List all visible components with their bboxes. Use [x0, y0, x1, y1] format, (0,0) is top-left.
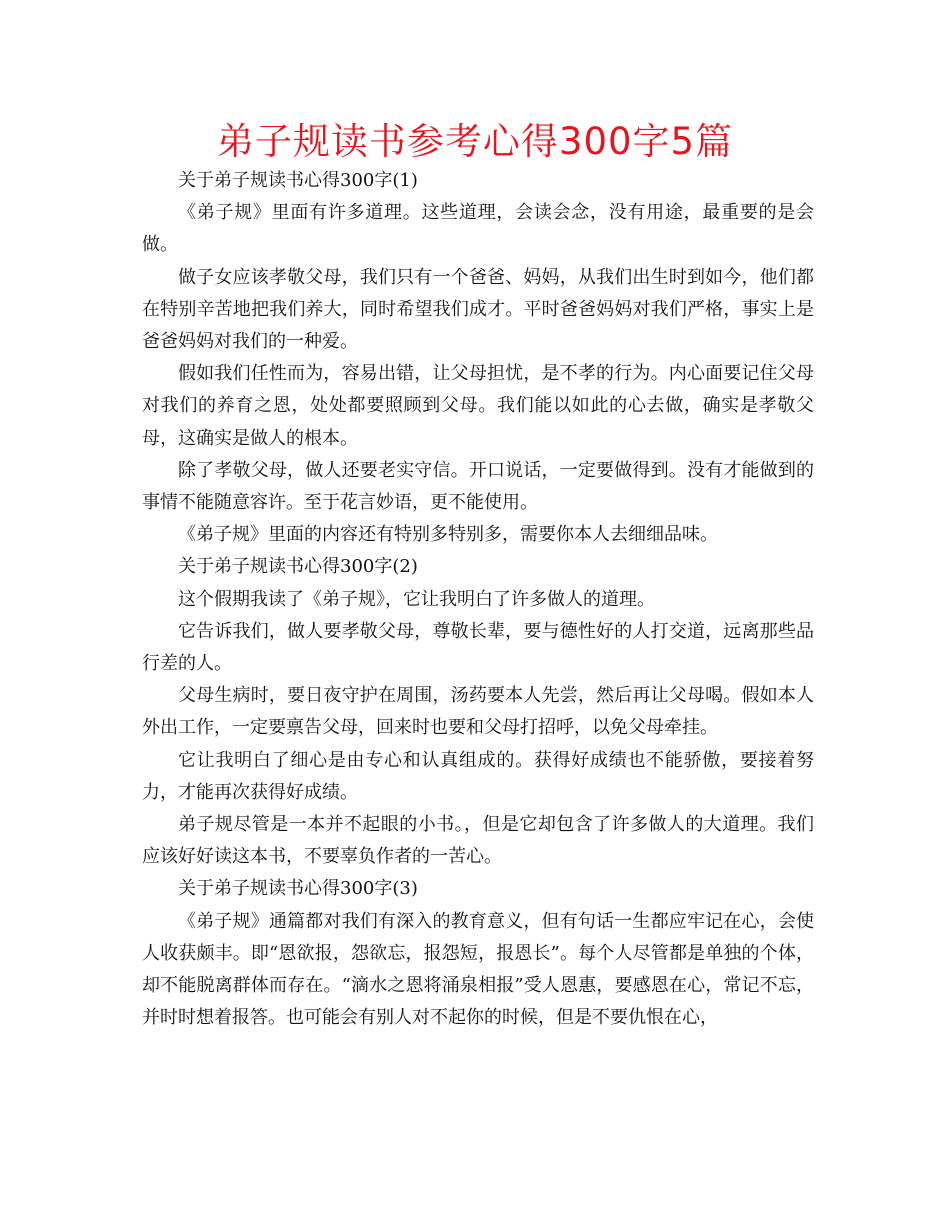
section-heading-1: 关于弟子规读书心得300字(1): [178, 170, 418, 191]
paragraph: 除了孝敬父母，做人还要老实守信。开口说话，一定要做得到。没有才能做到的事情不能随意容许。至于花言妙语，更不能使用。: [142, 459, 814, 514]
paragraph: 这个假期我读了《弟子规》，它让我明白了许多做人的道理。: [178, 588, 655, 610]
paragraph: 做子女应该孝敬父母，我们只有一个爸爸、妈妈，从我们出生时到如今，他们都在特别辛苦地把我们养大，同时希望我们成才。平时爸爸妈妈对我们严格，事实上是爸爸妈妈对我们的一种爱。: [142, 266, 814, 353]
paragraph: 《弟子规》里面的内容还有特别多特别多，需要你本人去细细品味。: [178, 524, 718, 546]
document-body: [142, 165, 814, 1034]
paragraph: 《弟子规》里面有许多道理。这些道理，会读会念，没有用途，最重要的是会做。: [142, 202, 814, 256]
paragraph: 它让我明白了细心是由专心和认真组成的。获得好成绩也不能骄傲，要接着努力，才能再次获得好成绩。: [142, 749, 814, 803]
paragraph: 它告诉我们，做人要孝敬父母，尊敬长辈，要与德性好的人打交道，远离那些品行差的人。: [142, 620, 814, 675]
paragraph: 《弟子规》通篇都对我们有深入的教育意义，但有句话一生都应牢记在心，会使人收获颇丰。即“恩欲报，怨欲忘，报怨短，报恩长”。每个人尽管都是单独的个体，却不能脱离群体而存在。“滴水之恩将涌泉相报”受人恩惠，要感恩在心，常记不忘，并时时想着报答。也可能会有别人对不起你的时候，但是不要仇恨在心，: [142, 910, 814, 1029]
paragraph: 弟子规尽管是一本并不起眼的小书。，但是它却包含了许多做人的大道理。我们应该好好读这本书，不要辜负作者的一苦心。: [142, 814, 814, 868]
document-title: 弟子规读书参考心得300字5篇: [216, 120, 734, 163]
section-heading-3: 关于弟子规读书心得300字(3): [178, 878, 418, 900]
paragraph: 父母生病时，要日夜守护在周围，汤药要本人先尝，然后再让父母喝。假如本人外出工作，一定要禀告父母，回来时也要和父母打招呼，以免父母牵挂。: [142, 685, 814, 739]
paragraph: 假如我们任性而为，容易出错，让父母担忧，是不孝的行为。内心面要记住父母对我们的养育之恩，处处都要照顾到父母。我们能以如此的心去做，确实是孝敬父母，这确实是做人的根本。: [142, 363, 814, 449]
section-heading-2: 关于弟子规读书心得300字(2): [178, 556, 418, 578]
